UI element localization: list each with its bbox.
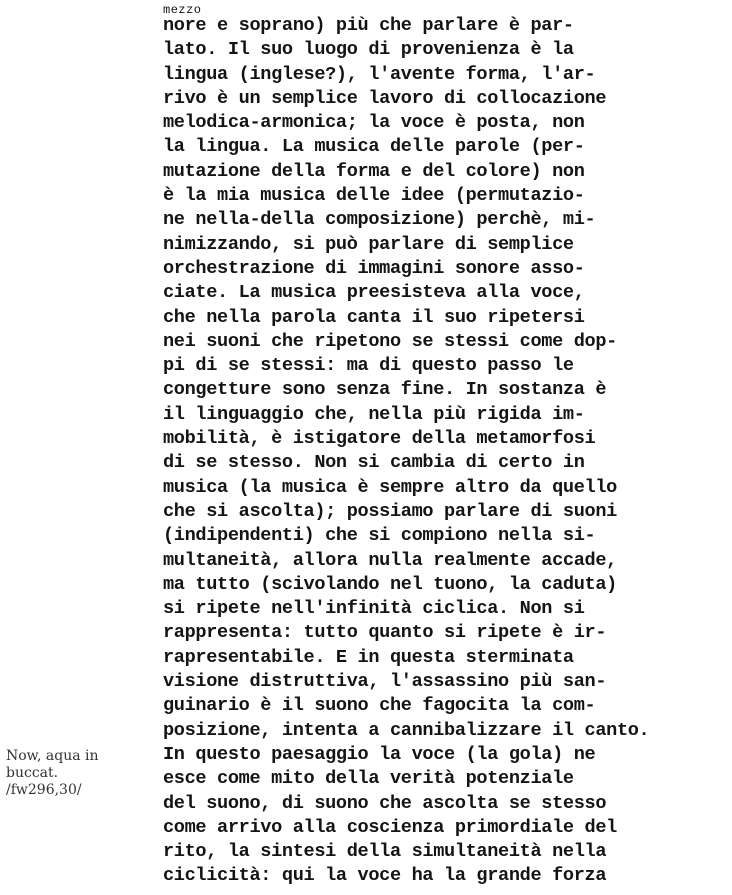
margin-note-line: buccat. xyxy=(6,765,59,781)
text-line: melodica-armonica; la voce è posta, non xyxy=(163,112,585,134)
text-line: è la mia musica delle idee (permutazio- xyxy=(163,185,585,207)
text-line: ciclicità: qui la voce ha la grande forza xyxy=(163,865,607,887)
text-line: rappresenta: tutto quanto si ripete è ir- xyxy=(163,622,607,644)
text-line: guinario è il suono che fagocita la com- xyxy=(163,695,596,717)
text-line: del suono, di suono che ascolta se stesso xyxy=(163,792,607,814)
margin-note xyxy=(6,748,99,799)
text-line: il linguaggio che, nella più rigida im- xyxy=(163,403,585,425)
text-line: di se stesso. Non si cambia di certo in xyxy=(163,452,585,474)
text-line: lato. Il suo luogo di provenienza è la xyxy=(163,39,574,61)
text-line: posizione, intenta a cannibalizzare il canto. xyxy=(163,719,650,741)
text-line: pi di se stessi: ma di questo passo le xyxy=(163,355,574,377)
text-line: orchestrazione di immagini sonore asso- xyxy=(163,257,585,279)
text-line: come arrivo alla coscienza primordiale del xyxy=(163,816,617,838)
text-line: In questo paesaggio la voce (la gola) ne xyxy=(163,743,596,765)
text-line: rito, la sintesi della simultaneità nella xyxy=(163,841,607,863)
text-line: si ripete nell'infinità ciclica. Non si xyxy=(163,598,585,620)
margin-note-line: /fw296,30/ xyxy=(6,782,82,798)
text-line: nei suoni che ripetono se stessi come dop- xyxy=(163,330,617,352)
body-text xyxy=(163,14,649,889)
text-line: multaneità, allora nulla realmente accade, xyxy=(163,549,617,571)
text-line: visione distruttiva, l'assassino più san- xyxy=(163,671,607,693)
text-line: che si ascolta); possiamo parlare di suoni xyxy=(163,500,617,522)
text-line: rapresentabile. E in questa sterminata xyxy=(163,646,574,668)
text-line: congetture sono senza fine. In sostanza è xyxy=(163,379,607,401)
text-line: mutazione della forma e del colore) non xyxy=(163,160,585,182)
text-line: ne nella-della composizione) perchè, mi- xyxy=(163,209,596,231)
text-line: musica (la musica è sempre altro da quello xyxy=(163,476,617,498)
text-line: (indipendenti) che si compiono nella si- xyxy=(163,525,596,547)
text-line: ma tutto (scivolando nel tuono, la caduta) xyxy=(163,573,617,595)
text-line: nore e soprano) più che parlare è par- xyxy=(163,15,574,36)
text-line: nimizzando, si può parlare di semplice xyxy=(163,233,574,255)
handwritten-annotation: mezzo xyxy=(163,3,202,17)
text-line: esce come mito della verità potenziale xyxy=(163,768,574,790)
margin-note-line: Now, aqua in xyxy=(6,748,99,764)
text-line: mobilità, è istigatore della metamorfosi xyxy=(163,428,596,450)
text-line: lingua (inglese?), l'avente forma, l'ar- xyxy=(163,63,596,85)
text-line: rivo è un semplice lavoro di collocazione xyxy=(163,87,607,109)
text-line: che nella parola canta il suo ripetersi xyxy=(163,306,585,328)
text-line: ciate. La musica preesisteva alla voce, xyxy=(163,282,585,304)
text-line: la lingua. La musica delle parole (per- xyxy=(163,136,585,158)
